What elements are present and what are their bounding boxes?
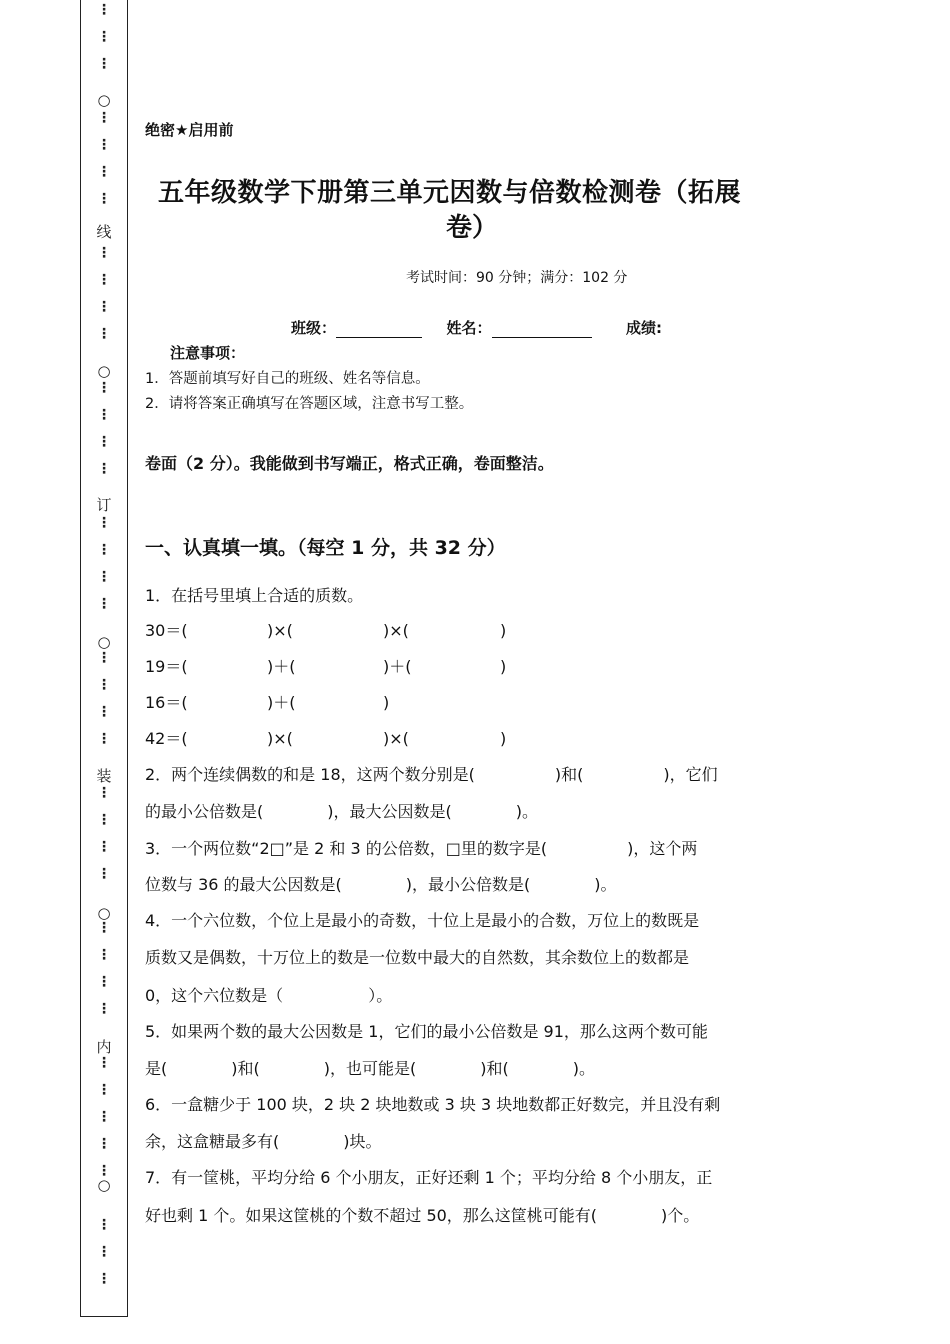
equation-op: )＋( [267, 657, 296, 676]
binding-dots: ⋮ [97, 2, 111, 18]
name-label: 姓名： [446, 319, 492, 337]
binding-dots: ⋮ [97, 650, 111, 666]
binding-dots: ⋮ [97, 299, 111, 315]
student-info-line [291, 317, 662, 338]
binding-dots: ⋮ [97, 164, 111, 180]
equation-op: )＋( [383, 657, 412, 676]
binding-dots: ⋮ [97, 974, 111, 990]
equation-op: )×( [267, 621, 293, 640]
question-line: 4．一个六位数，个位上是最小的奇数，十位上是最小的合数，万位上的数既是 [145, 911, 700, 930]
binding-dots: ⋮ [97, 812, 111, 828]
equation-op: ) [500, 657, 507, 676]
question-line: 是( )和( )，也可能是( )和( )。 [145, 1059, 595, 1078]
binding-circle: ○ [97, 91, 111, 109]
binding-dots: ⋮ [97, 1082, 111, 1098]
binding-dots: ⋮ [97, 461, 111, 477]
class-field[interactable] [336, 321, 422, 338]
equation-op: )×( [267, 729, 293, 748]
binding-dots: ⋮ [97, 704, 111, 720]
binding-word: 装 [96, 767, 112, 785]
question-line: 好也剩 1 个。如果这筐桃的个数不超过 50，那么这筐桃可能有( )个。 [145, 1206, 700, 1225]
binding-dots: ⋮ [97, 731, 111, 747]
binding-circle: ○ [97, 633, 111, 651]
binding-circle: ○ [97, 904, 111, 922]
binding-dots: ⋮ [97, 920, 111, 936]
question-stem: 1．在括号里填上合适的质数。 [145, 586, 364, 605]
binding-dots: ⋮ [97, 1055, 111, 1071]
binding-dots: ⋮ [97, 1001, 111, 1017]
binding-dots: ⋮ [97, 1136, 111, 1152]
equation-lhs: 30＝( [145, 621, 188, 640]
binding-dots: ⋮ [97, 785, 111, 801]
question-line: 6．一盒糖少于 100 块，2 块 2 块地数或 3 块 3 块地数都正好数完，并且没有剩 [145, 1095, 721, 1114]
binding-circle: ○ [97, 1176, 111, 1194]
binding-dots: ⋮ [97, 677, 111, 693]
question-line: 3．一个两位数“2□”是 2 和 3 的公倍数，□里的数字是( )，这个两 [145, 839, 698, 858]
page-title: 五年级数学下册第三单元因数与倍数检测卷（拓展 [158, 178, 742, 208]
notice-item: 2．请将答案正确填写在答题区域，注意书写工整。 [145, 396, 474, 412]
binding-dots: ⋮ [97, 866, 111, 882]
binding-margin [80, 0, 128, 1317]
binding-dots: ⋮ [97, 380, 111, 396]
question-line: 质数又是偶数，十万位上的数是一位数中最大的自然数，其余数位上的数都是 [145, 948, 690, 967]
binding-dots: ⋮ [97, 947, 111, 963]
equation-op: ) [383, 693, 390, 712]
binding-word: 订 [96, 496, 112, 514]
question-line: 位数与 36 的最大公因数是( )，最小公倍数是( )。 [145, 875, 617, 894]
binding-dots: ⋮ [97, 245, 111, 261]
binding-word: 内 [96, 1038, 112, 1056]
binding-dots: ⋮ [97, 515, 111, 531]
neatness-note: 卷面（2 分）。我能做到书写端正，格式正确，卷面整洁。 [145, 454, 554, 473]
binding-dots: ⋮ [97, 29, 111, 45]
name-field[interactable] [492, 321, 592, 338]
binding-word: 线 [96, 223, 112, 241]
question-line: 余，这盒糖最多有( )块。 [145, 1132, 382, 1151]
section-title: 一、认真填一填。（每空 1 分，共 32 分） [145, 537, 506, 559]
class-label: 班级： [291, 319, 337, 337]
score-label: 成绩: [625, 319, 662, 337]
binding-dots: ⋮ [97, 596, 111, 612]
binding-dots: ⋮ [97, 1217, 111, 1233]
question-line: 的最小公倍数是( )，最大公因数是( )。 [145, 802, 538, 821]
notice-heading: 注意事项： [170, 344, 246, 362]
binding-dots: ⋮ [97, 1244, 111, 1260]
binding-circle: ○ [97, 362, 111, 380]
binding-dots: ⋮ [97, 407, 111, 423]
equation-op: )×( [383, 621, 409, 640]
notice-item: 1．答题前填写好自己的班级、姓名等信息。 [145, 371, 430, 387]
equation-op: )×( [383, 729, 409, 748]
equation-lhs: 19＝( [145, 657, 188, 676]
binding-dots: ⋮ [97, 56, 111, 72]
binding-dots: ⋮ [97, 326, 111, 342]
question-line: 7．有一筐桃，平均分给 6 个小朋友，正好还剩 1 个；平均分给 8 个小朋友，正 [145, 1168, 713, 1187]
binding-dots: ⋮ [97, 1271, 111, 1287]
question-line: 0，这个六位数是（ ）。 [145, 986, 393, 1005]
binding-dots: ⋮ [97, 137, 111, 153]
binding-dots: ⋮ [97, 542, 111, 558]
binding-dots: ⋮ [97, 1109, 111, 1125]
page-title-continued: 卷） [446, 213, 499, 243]
question-line: 2．两个连续偶数的和是 18，这两个数分别是( )和( )，它们 [145, 765, 718, 784]
binding-dots: ⋮ [97, 191, 111, 207]
binding-dots: ⋮ [97, 839, 111, 855]
equation-lhs: 42＝( [145, 729, 188, 748]
equation-lhs: 16＝( [145, 693, 188, 712]
equation-op: ) [500, 621, 507, 640]
binding-dots: ⋮ [97, 110, 111, 126]
question-line: 5．如果两个数的最大公因数是 1，它们的最小公倍数是 91，那么这两个数可能 [145, 1022, 708, 1041]
confidential-label: 绝密★启用前 [145, 121, 234, 139]
binding-dots: ⋮ [97, 1163, 111, 1179]
equation-op: ) [500, 729, 507, 748]
binding-dots: ⋮ [97, 272, 111, 288]
binding-dots: ⋮ [97, 569, 111, 585]
equation-op: )＋( [267, 693, 296, 712]
exam-info: 考试时间：90 分钟；满分：102 分 [406, 270, 628, 286]
binding-dots: ⋮ [97, 434, 111, 450]
